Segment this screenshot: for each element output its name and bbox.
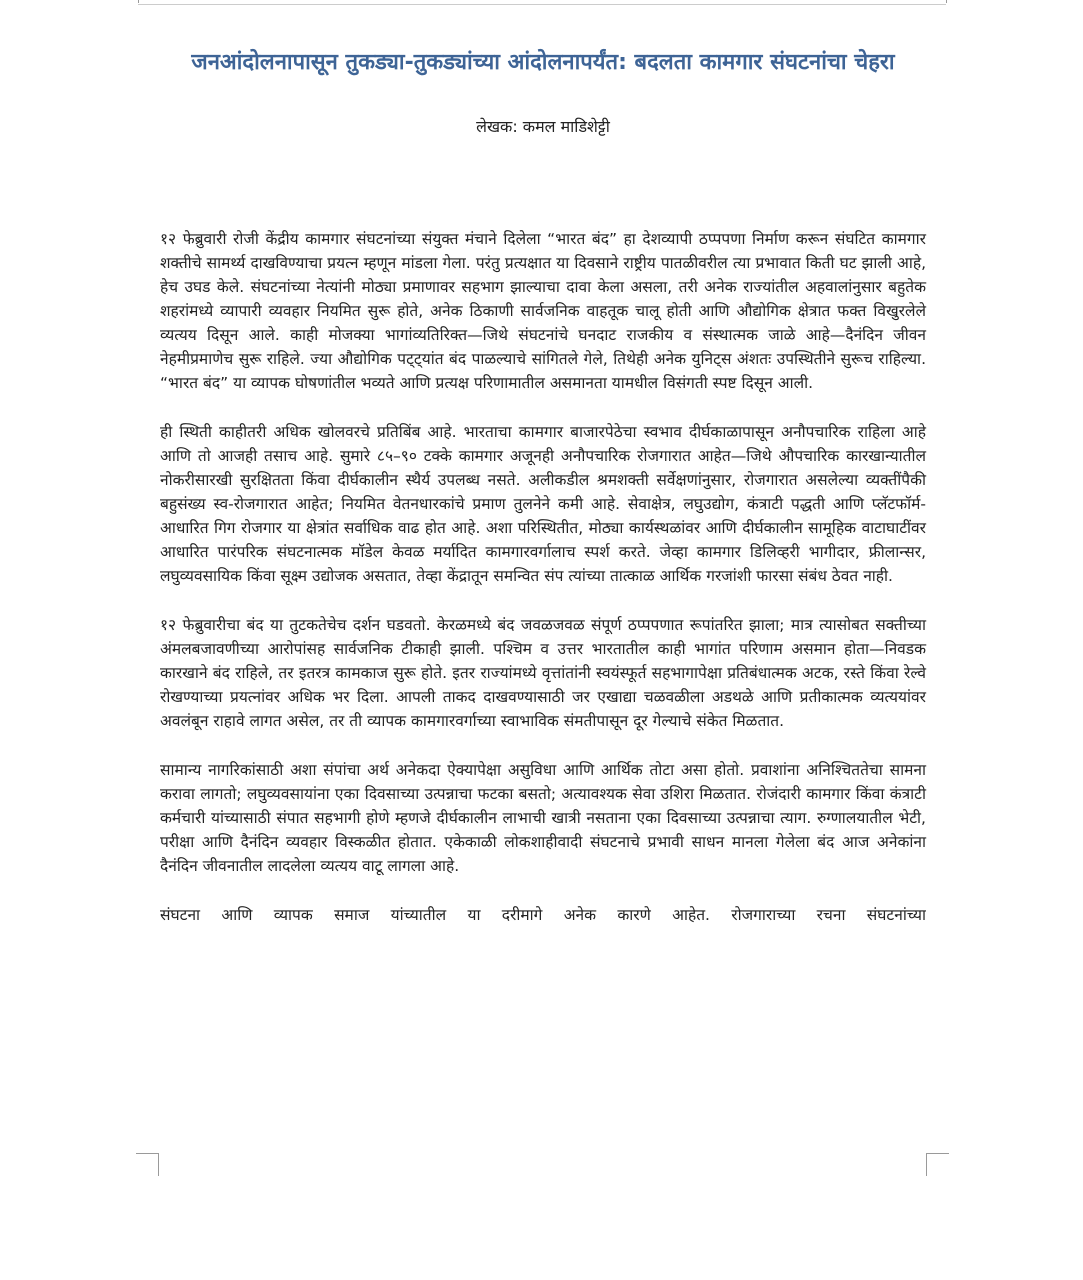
article-body — [160, 227, 926, 927]
page-top-edge — [138, 4, 946, 5]
paragraph-1: १२ फेब्रुवारी रोजी केंद्रीय कामगार संघटनांच्या संयुक्त मंचाने दिलेला “भारत बंद” हा देशव्यापी ठप्पपणा निर्माण करून संघटित कामगार शक्तीचे सामर्थ्य दाखविण्याचा प्रयत्न म्हणून मांडला गेला. परंतु प्रत्यक्षात या दिवसाने राष्ट्रीय पातळीवरील त्या प्रभावात किती घट झाली आहे, हेच उघड केले. संघटनांच्या नेत्यांनी मोठ्या प्रमाणावर सहभाग झाल्याचा दावा केला असला, तरी अनेक राज्यांतील अहवालांनुसार बहुतेक शहरांमध्ये व्यापारी व्यवहार नियमित सुरू होते, अनेक ठिकाणी सार्वजनिक वाहतूक चालू होती आणि औद्योगिक क्षेत्रात फक्त विखुरलेले व्यत्यय दिसून आले. काही मोजक्या भागांव्यतिरिक्त—जिथे संघटनांचे घनदाट राजकीय व संस्थात्मक जाळे आहे—दैनंदिन जीवन नेहमीप्रमाणेच सुरू राहिले. ज्या औद्योगिक पट्ट्यांत बंद पाळल्याचे सांगितले गेले, तिथेही अनेक युनिट्स अंशतः उपस्थितीने सुरूच राहिल्या. “भारत बंद” या व्यापक घोषणांतील भव्यते आणि प्रत्यक्ष परिणामातील असमानता यामधील विसंगती स्पष्ट दिसून आली. — [160, 230, 926, 392]
crop-mark-top-left — [138, 0, 139, 3]
crop-mark-bottom-left — [136, 1153, 159, 1176]
paragraph-2: ही स्थिती काहीतरी अधिक खोलवरचे प्रतिबिंब आहे. भारताचा कामगार बाजारपेठेचा स्वभाव दीर्घकाळापासून अनौपचारिक राहिला आहे आणि तो आजही तसाच आहे. सुमारे ८५–९० टक्के कामगार अजूनही अनौपचारिक रोजगारात आहेत—जिथे औपचारिक कारखान्यातील नोकरीसारखी सुरक्षितता किंवा दीर्घकालीन स्थैर्य उपलब्ध नसते. अलीकडील श्रमशक्ती सर्वेक्षणांनुसार, रोजगारात असलेल्या व्यक्तींपैकी बहुसंख्य स्व-रोजगारात आहेत; नियमित वेतनधारकांचे प्रमाण तुलनेने कमी आहे. सेवाक्षेत्र, लघुउद्योग, कंत्राटी पद्धती आणि प्लॅटफॉर्म-आधारित गिग रोजगार या क्षेत्रांत सर्वाधिक वाढ होत आहे. अशा परिस्थितीत, मोठ्या कार्यस्थळांवर आणि दीर्घकालीन सामूहिक वाटाघाटींवर आधारित पारंपरिक संघटनात्मक मॉडेल केवळ मर्यादित कामगारवर्गालाच स्पर्श करते. जेव्हा कामगार डिलिव्हरी भागीदार, फ्रीलान्सर, लघुव्यवसायिक किंवा सूक्ष्म उद्योजक असतात, तेव्हा केंद्रातून समन्वित संप त्यांच्या तात्काळ आर्थिक गरजांशी फारसा संबंध ठेवत नाही. — [160, 423, 926, 585]
paragraph-4: सामान्य नागरिकांसाठी अशा संपांचा अर्थ अनेकदा ऐक्यापेक्षा असुविधा आणि आर्थिक तोटा असा होतो. प्रवाशांना अनिश्चिततेचा सामना करावा लागतो; लघुव्यवसायांना एका दिवसाच्या उत्पन्नाचा फटका बसतो; अत्यावश्यक सेवा उशिरा मिळतात. रोजंदारी कामगार किंवा कंत्राटी कर्मचारी यांच्यासाठी संपात सहभागी होणे म्हणजे दीर्घकालीन लाभाची खात्री नसताना एका दिवसाच्या उत्पन्नाचा त्याग. रुग्णालयातील भेटी, परीक्षा आणि दैनंदिन व्यवहार विस्कळीत होतात. एकेकाळी लोकशाहीवादी संघटनाचे प्रभावी साधन मानला गेलेला बंद आज अनेकांना दैनंदिन जीवनातील लादलेला व्यत्यय वाटू लागला आहे. — [160, 761, 926, 875]
crop-mark-bottom-right — [926, 1153, 949, 1176]
paragraph-5: संघटना आणि व्यापक समाज यांच्यातील या दरीमागे अनेक कारणे आहेत. रोजगाराच्या रचना संघटनांच्या — [160, 906, 926, 924]
crop-mark-top-right — [946, 0, 947, 3]
article-title: जनआंदोलनापासून तुकड्या-तुकड्यांच्या आंदोलनापर्यंत: बदलता कामगार संघटनांचा चेहरा — [191, 50, 895, 75]
article-author: लेखक: कमल माडिशेट्टी — [476, 117, 610, 136]
paragraph-3: १२ फेब्रुवारीचा बंद या तुटकतेचेच दर्शन घडवतो. केरळमध्ये बंद जवळजवळ संपूर्ण ठप्पपणात रूपांतरित झाला; मात्र त्यासोबत सक्तीच्या अंमलबजावणीच्या आरोपांसह सार्वजनिक टीकाही झाली. पश्चिम व उत्तर भारतातील काही भागांत परिणाम असमान होता—निवडक कारखाने बंद राहिले, तर इतरत्र कामकाज सुरू होते. इतर राज्यांमध्ये वृत्तांतांनी स्वयंस्फूर्त सहभागापेक्षा प्रतिबंधात्मक अटक, रस्ते किंवा रेल्वे रोखण्याच्या प्रयत्नांवर अधिक भर दिला. आपली ताकद दाखवण्यासाठी जर एखाद्या चळवळीला अडथळे आणि प्रतीकात्मक व्यत्ययांवर अवलंबून राहावे लागत असेल, तर ती व्यापक कामगारवर्गाच्या स्वाभाविक संमतीपासून दूर गेल्याचे संकेत मिळतात. — [160, 616, 926, 730]
